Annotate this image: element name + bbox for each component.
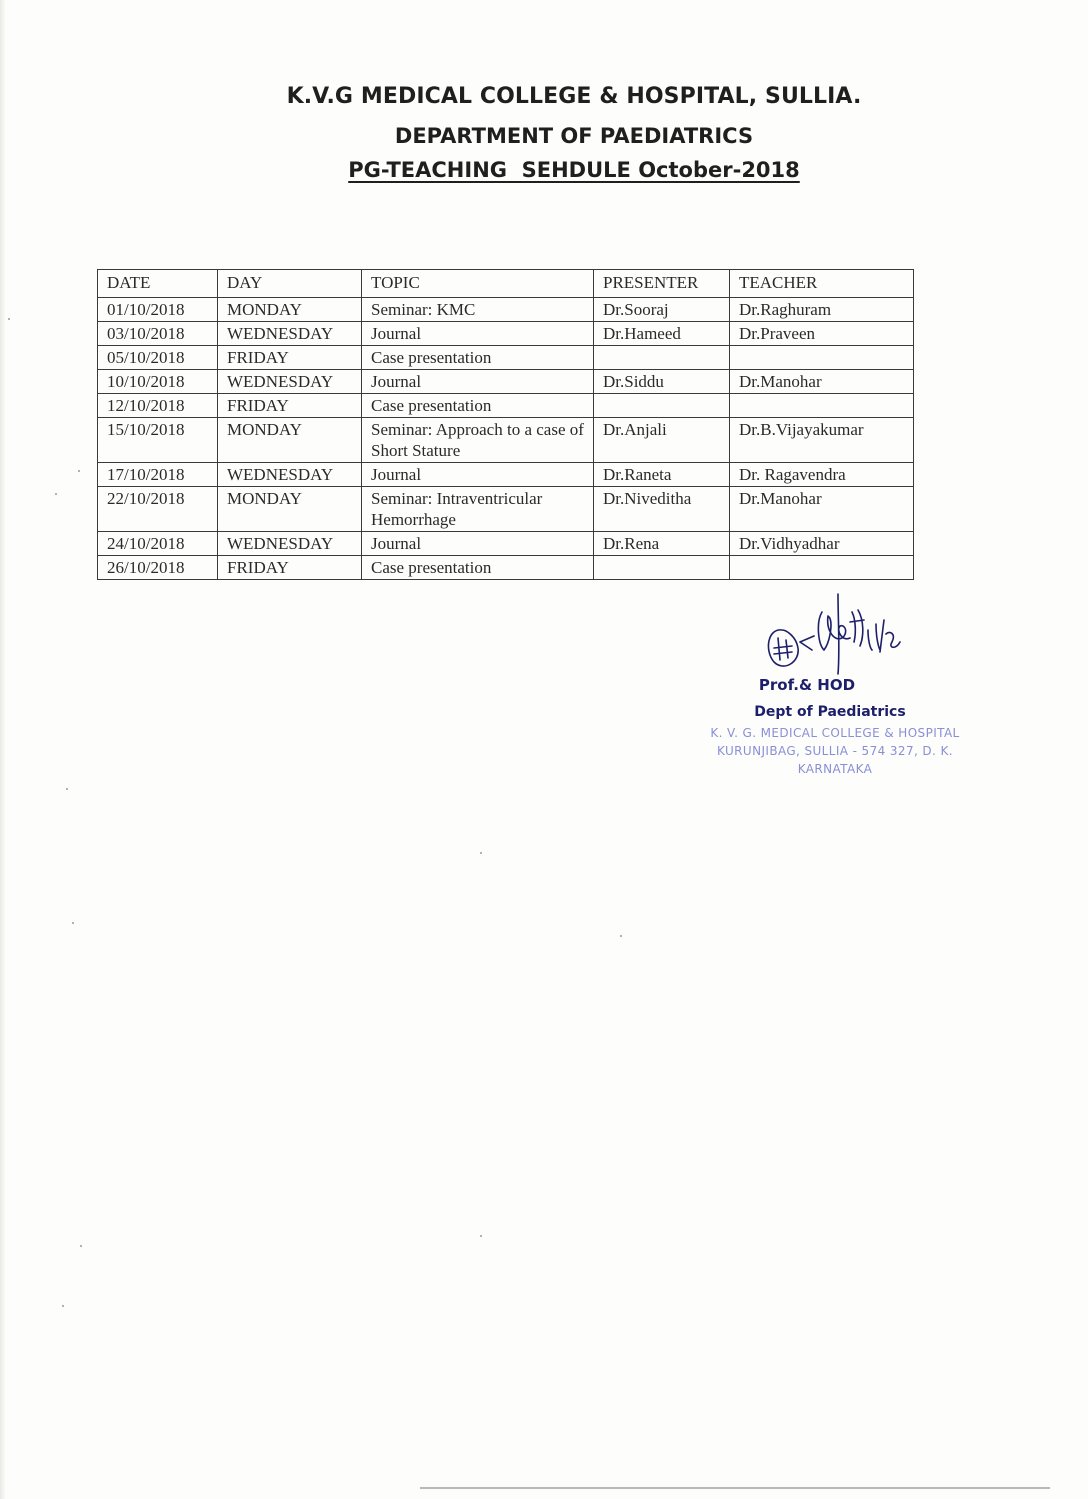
day-cell: FRIDAY [218,346,362,370]
handwritten-signature [730,590,930,680]
date-cell: 05/10/2018 [98,346,218,370]
scan-edge [420,1487,1050,1489]
presenter-cell [594,346,730,370]
presenter-cell: Dr.Rena [594,532,730,556]
teacher-cell: Dr. Ragavendra [730,463,914,487]
table-row [98,463,914,487]
scan-speck [55,493,57,495]
presenter-cell: Dr.Anjali [594,418,730,463]
date-cell: 26/10/2018 [98,556,218,580]
table-header-row [98,270,914,298]
day-cell: FRIDAY [218,394,362,418]
day-cell: MONDAY [218,298,362,322]
stamp-line: KURUNJIBAG, SULLIA - 574 327, D. K. [717,744,953,758]
presenter-cell: Dr.Hameed [594,322,730,346]
scan-speck [66,788,68,790]
teaching-schedule-table [97,269,914,580]
topic-cell: Seminar: Approach to a case of Short Stature [362,418,594,463]
teacher-cell [730,346,914,370]
date-cell: 12/10/2018 [98,394,218,418]
signature-block [700,590,1000,810]
table-row [98,394,914,418]
table-row [98,298,914,322]
column-header-date: DATE [98,270,218,298]
topic-cell: Journal [362,370,594,394]
department-title: DEPARTMENT OF PAEDIATRICS [394,124,754,148]
teacher-cell: Dr.Manohar [730,370,914,394]
column-header-day: DAY [218,270,362,298]
day-cell: FRIDAY [218,556,362,580]
table-row [98,556,914,580]
date-cell: 10/10/2018 [98,370,218,394]
teacher-cell [730,556,914,580]
table-row [98,532,914,556]
institution-title: K.V.G MEDICAL COLLEGE & HOSPITAL, SULLIA. [286,84,862,109]
table-row [98,370,914,394]
teacher-cell [730,394,914,418]
table-row [98,418,914,463]
signatory-title: Prof.& HOD [758,676,856,694]
table-row [98,322,914,346]
topic-cell: Journal [362,463,594,487]
column-header-teacher: TEACHER [730,270,914,298]
teacher-cell: Dr.Raghuram [730,298,914,322]
stamp-line: K. V. G. MEDICAL COLLEGE & HOSPITAL [710,726,960,740]
topic-cell: Journal [362,532,594,556]
signatory-department: Dept of Paediatrics [754,704,906,720]
table-row [98,346,914,370]
teacher-cell: Dr.B.Vijayakumar [730,418,914,463]
scan-speck [480,852,482,854]
date-cell: 03/10/2018 [98,322,218,346]
scan-speck [80,1245,82,1247]
date-cell: 24/10/2018 [98,532,218,556]
table-row [98,487,914,532]
scan-speck [620,935,622,937]
date-cell: 22/10/2018 [98,487,218,532]
date-cell: 01/10/2018 [98,298,218,322]
scan-edge [0,0,6,1499]
topic-cell: Seminar: KMC [362,298,594,322]
topic-cell: Journal [362,322,594,346]
topic-cell: Case presentation [362,346,594,370]
stamp-line: KARNATAKA [797,762,873,776]
teacher-cell: Dr.Vidhyadhar [730,532,914,556]
scan-speck [8,318,10,320]
column-header-presenter: PRESENTER [594,270,730,298]
teacher-cell: Dr.Praveen [730,322,914,346]
scan-speck [62,1305,64,1307]
presenter-cell: Dr.Siddu [594,370,730,394]
scan-speck [72,922,74,924]
presenter-cell: Dr.Niveditha [594,487,730,532]
presenter-cell: Dr.Sooraj [594,298,730,322]
schedule-title-text: PG-TEACHING SEHDULE October-2018 [348,158,800,182]
scan-speck [78,470,80,472]
date-cell: 17/10/2018 [98,463,218,487]
schedule-title [0,158,1088,182]
presenter-cell [594,394,730,418]
scan-speck [480,1235,482,1237]
topic-cell: Case presentation [362,556,594,580]
date-cell: 15/10/2018 [98,418,218,463]
day-cell: WEDNESDAY [218,532,362,556]
day-cell: WEDNESDAY [218,370,362,394]
day-cell: WEDNESDAY [218,463,362,487]
day-cell: MONDAY [218,487,362,532]
day-cell: WEDNESDAY [218,322,362,346]
presenter-cell [594,556,730,580]
topic-cell: Case presentation [362,394,594,418]
day-cell: MONDAY [218,418,362,463]
teacher-cell: Dr.Manohar [730,487,914,532]
topic-cell: Seminar: Intraventricular Hemorrhage [362,487,594,532]
presenter-cell: Dr.Raneta [594,463,730,487]
column-header-topic: TOPIC [362,270,594,298]
